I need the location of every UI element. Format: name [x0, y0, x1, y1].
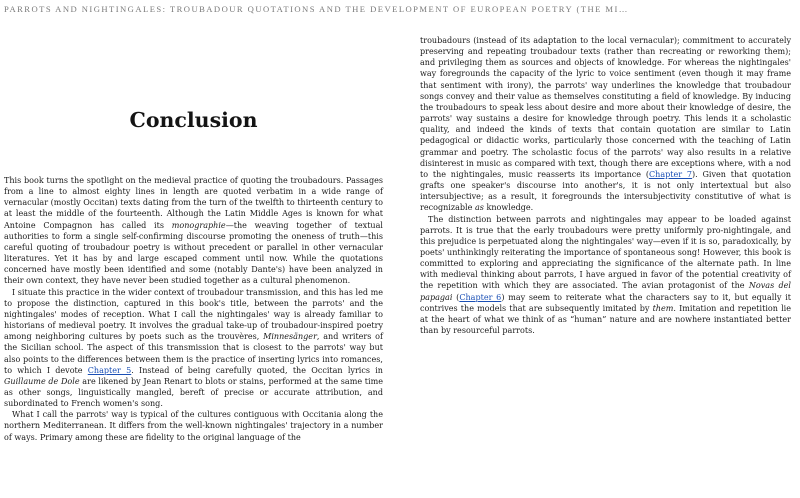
- paragraph: [420, 214, 791, 337]
- paragraph: [420, 35, 791, 214]
- text-run: knowledge.: [483, 203, 534, 213]
- chapter-7-link[interactable]: Chapter 7: [648, 169, 693, 179]
- emphasis: them: [652, 303, 674, 313]
- text-run: This book turns the spotlight on the medieval practice of quoting the troubadours. Passages from a line to almost eighty lines in length are quoted verbatim in a wide range of vernacular (mostly Occitan) texts dating from the turn of the twelfth to thirteenth century to at least the middle of the fourteenth. Although the Latin Middle Ages is known for what Antoine Compagnon has called its: [4, 176, 383, 230]
- chapter-6-link[interactable]: Chapter 6: [459, 292, 502, 302]
- emphasis: Minnesänger: [263, 332, 317, 342]
- emphasis: as: [474, 203, 484, 213]
- emphasis: monographie: [171, 220, 226, 230]
- text-run: . Imitation and repetition lie at the heart of what we think of as “human” nature and are nowhere instantiated better than by resourceful parrots.: [420, 303, 791, 336]
- text-run: —the weaving together of textual authorities to form a single self-confirming discourse promoting the oneness of truth—this careful quoting of troubadour poetry is without precedent or parallel in other vernacular literatures. Yet it has by and large escaped comment until now. While the quotations concerned have mostly been identified and some (notably Dante's) have been analyzed in their own context, they have never been studied together as a cultural phenomenon.: [4, 220, 383, 286]
- paragraph: [4, 409, 383, 442]
- paragraph: [4, 287, 383, 410]
- right-body: [420, 35, 791, 336]
- running-header: PARROTS AND NIGHTINGALES: TROUBADOUR QUOTATIONS AND THE DEVELOPMENT OF EUROPEAN POETRY (THE MI…: [4, 4, 629, 14]
- paragraph: [4, 175, 383, 287]
- text-run: ). Given that quotation grafts one speaker's discourse into another's, it is not only intertextual but also intersubjective; as a result, it foregrounds the intersubjectivity constitutive of what is recognizable: [420, 169, 792, 213]
- text-run: are likened by Jean Renart to blots or stains, performed at the same time as other songs, linguistically mangled, bereft of precise or accurate attribution, and subordinated to French women's song.: [4, 376, 383, 409]
- emphasis: Guillaume de Dole: [4, 376, 80, 386]
- chapter-5-link[interactable]: Chapter 5: [87, 365, 132, 375]
- text-run: What I call the parrots' way is typical of the cultures contiguous with Occitania along the northern Mediterranean. It differs from the well-known nightingales' trajectory in a number of ways. Primary among these are fidelity to the original language of the: [4, 410, 383, 442]
- text-run: I situate this practice in the wider context of troubadour transmission, and this has led me to propose the distinction, captured in this book's title, between the parrots' and the nightingales' modes of reception. What I call the nightingales' way is already familiar to historians of medieval poetry. It involves the gradual take-up of troubadour-inspired poetry among neighboring cultures by poets such as the trouvères,: [4, 287, 383, 342]
- text-run: , and writers of the Sicilian school. The aspect of this transmission that is closest to the parrots' way but also points to the differences between them is the practice of inserting lyrics into romances, to which I devote: [4, 332, 383, 375]
- text-run: The distinction between parrots and nightingales may appear to be loaded against parrots. It is true that the early troubadours were pretty uniformly pro-nightingale, and this prejudice is perpetuated along the nightingales' way—even if it is so, paradoxically, by poets' unthinkingly reiterating the importance of spontaneous song! However, this book is committed to exploring and appreciating the significance of the alternate path. In line with medieval thinking about parrots, I have argued in favor of the potential creativity of the repetition with which they are associated. The avian protagonist of the: [420, 214, 791, 291]
- text-run: troubadours (instead of its adaptation to the local vernacular); commitment to accurately preserving and repeating troubadour texts (rather than recreating or reworking them); and privileging them as sources and objects of knowledge. For whereas the nightingales' way foregrounds the capacity of the lyric to voice sentiment (even though it may frame that sentiment with irony), the parrots' way underlines the knowledge that troubadour songs convey and their value as themselves constituting a field of knowledge. By inducing the troubadours to speak less about desire and more about their knowledge of desire, the parrots' way sustains a desire for knowledge through poetry. This lends it a scholastic quality, and indeed the kinds of texts that contain quotation are similar to Latin pedagogical or didactic works, particularly those concerned with the teaching of Latin grammar and poetry. The scholastic focus of the parrots' way also results in a relative disinterest in music as compared with text, though there are exceptions where, with a nod to the nightingales, music reasserts its importance (: [420, 36, 791, 179]
- chapter-title: Conclusion: [129, 108, 258, 132]
- left-body: [4, 175, 383, 443]
- emphasis: Novas del papagai: [420, 281, 791, 302]
- text-run: (: [452, 292, 460, 302]
- text-run: . Instead of being carefully quoted, the Occitan lyrics in: [131, 365, 383, 375]
- text-run: ) may seem to reiterate what the characters say to it, but equally it contrives the models that are subsequently imitated by: [420, 292, 791, 313]
